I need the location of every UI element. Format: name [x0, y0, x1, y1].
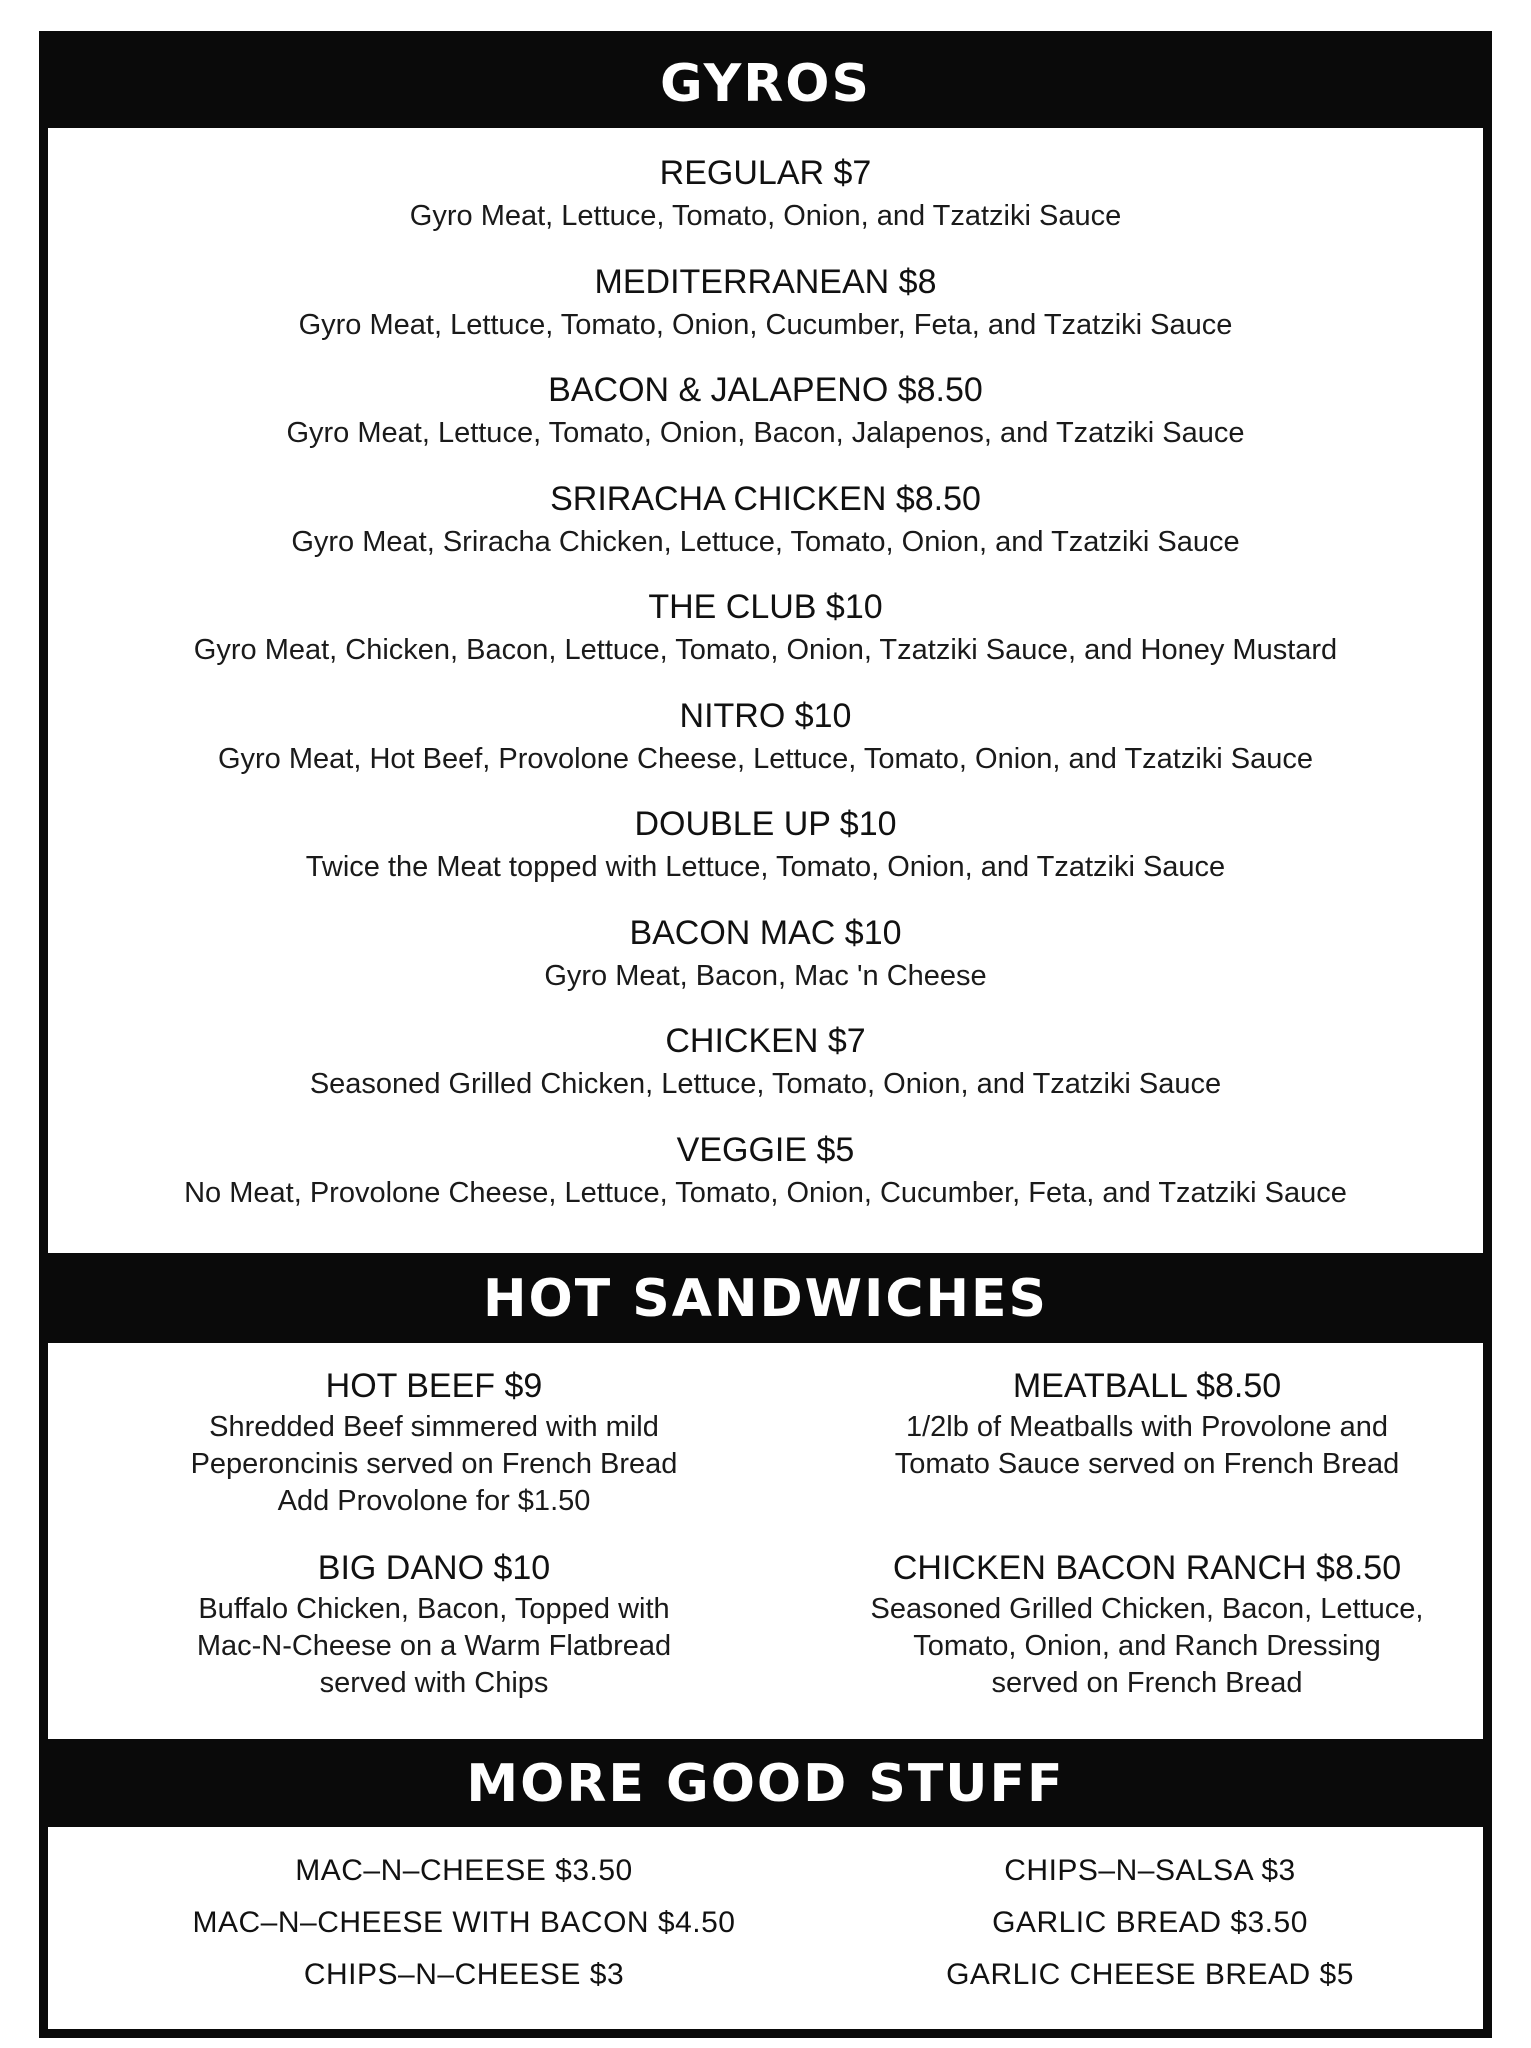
item-description-line: Seasoned Grilled Chicken, Bacon, Lettuce,	[870, 1593, 1424, 1625]
item-name: MEDITERRANEAN $8	[594, 262, 937, 301]
menu-item	[827, 1545, 1467, 1702]
menu-item	[48, 150, 1483, 259]
side-item: MAC–N–CHEESE WITH BACON $4.50	[192, 1906, 736, 1939]
item-description: Gyro Meat, Hot Beef, Provolone Cheese, Lettuce, Tomato, Onion, and Tzatziki Sauce	[217, 742, 1314, 775]
item-name: HOT BEEF $9	[325, 1367, 543, 1405]
more-left-column	[114, 1845, 814, 2001]
gyros-list	[48, 150, 1483, 1235]
item-description: Gyro Meat, Sriracha Chicken, Lettuce, Tomato, Onion, and Tzatziki Sauce	[291, 525, 1240, 558]
item-description: Gyro Meat, Bacon, Mac 'n Cheese	[544, 959, 987, 992]
menu-frame	[39, 31, 1492, 2038]
side-item: GARLIC CHEESE BREAD $5	[946, 1958, 1354, 1991]
item-description-line: Add Provolone for $1.50	[277, 1485, 591, 1517]
item-name: CHICKEN $7	[665, 1022, 866, 1060]
item-name: SRIRACHA CHICKEN $8.50	[550, 479, 981, 518]
item-description: Twice the Meat topped with Lettuce, Tomato, Onion, and Tzatziki Sauce	[305, 851, 1226, 883]
item-description: Gyro Meat, Lettuce, Tomato, Onion, and Tzatziki Sauce	[409, 200, 1122, 232]
side-item: GARLIC BREAD $3.50	[992, 1906, 1308, 1939]
menu-item	[827, 1363, 1467, 1483]
item-name: BACON MAC $10	[629, 913, 902, 952]
side-item: CHIPS–N–CHEESE $3	[303, 1958, 625, 1991]
side-item: MAC–N–CHEESE $3.50	[295, 1854, 633, 1887]
more-good-stuff-header: MORE GOOD STUFF	[48, 1739, 1483, 1827]
item-name: MEATBALL $8.50	[1012, 1367, 1282, 1405]
item-name: REGULAR $7	[659, 154, 872, 192]
item-description-line: Shredded Beef simmered with mild	[209, 1411, 659, 1443]
item-description-line: Tomato Sauce served on French Bread	[894, 1448, 1400, 1480]
menu-item	[48, 259, 1483, 368]
item-name: DOUBLE UP $10	[634, 805, 897, 843]
menu-item	[48, 910, 1483, 1019]
item-description-line: Peperoncinis served on French Bread	[190, 1448, 678, 1480]
menu-item	[114, 1363, 754, 1520]
menu-item	[48, 1127, 1483, 1236]
item-description-line: Mac-N-Cheese on a Warm Flatbread	[196, 1630, 672, 1662]
item-name: BACON & JALAPENO $8.50	[548, 371, 983, 409]
item-description: Gyro Meat, Lettuce, Tomato, Onion, Bacon, Jalapenos, and Tzatziki Sauce	[286, 417, 1245, 449]
menu-item	[48, 367, 1483, 476]
item-name: BIG DANO $10	[317, 1549, 551, 1587]
more-right-column	[800, 1845, 1500, 2001]
item-name: CHICKEN BACON RANCH $8.50	[892, 1549, 1402, 1587]
item-description: Gyro Meat, Chicken, Bacon, Lettuce, Tomato, Onion, Tzatziki Sauce, and Honey Mustard	[193, 634, 1338, 666]
item-description-line: Buffalo Chicken, Bacon, Topped with	[198, 1593, 670, 1625]
item-description-line: 1/2lb of Meatballs with Provolone and	[905, 1411, 1388, 1443]
item-description: No Meat, Provolone Cheese, Lettuce, Tomato, Onion, Cucumber, Feta, and Tzatziki Sauce	[184, 1176, 1347, 1209]
item-name: THE CLUB $10	[648, 588, 883, 626]
side-item: CHIPS–N–SALSA $3	[1004, 1854, 1296, 1887]
item-name: VEGGIE $5	[676, 1130, 855, 1169]
item-description-line: served with Chips	[319, 1667, 549, 1699]
item-description: Seasoned Grilled Chicken, Lettuce, Tomato, Onion, and Tzatziki Sauce	[309, 1068, 1222, 1100]
menu-item	[48, 584, 1483, 693]
menu-item	[48, 801, 1483, 910]
menu-item	[48, 476, 1483, 585]
menu-item	[48, 693, 1483, 802]
menu-item	[48, 1018, 1483, 1127]
item-description: Gyro Meat, Lettuce, Tomato, Onion, Cucumber, Feta, and Tzatziki Sauce	[298, 308, 1233, 341]
item-name: NITRO $10	[679, 696, 852, 735]
menu-item	[114, 1545, 754, 1702]
gyros-header: GYROS	[48, 40, 1483, 128]
item-description-line: Tomato, Onion, and Ranch Dressing	[913, 1630, 1381, 1662]
item-description-line: served on French Bread	[991, 1667, 1303, 1699]
hot-sandwiches-header: HOT SANDWICHES	[48, 1253, 1483, 1343]
